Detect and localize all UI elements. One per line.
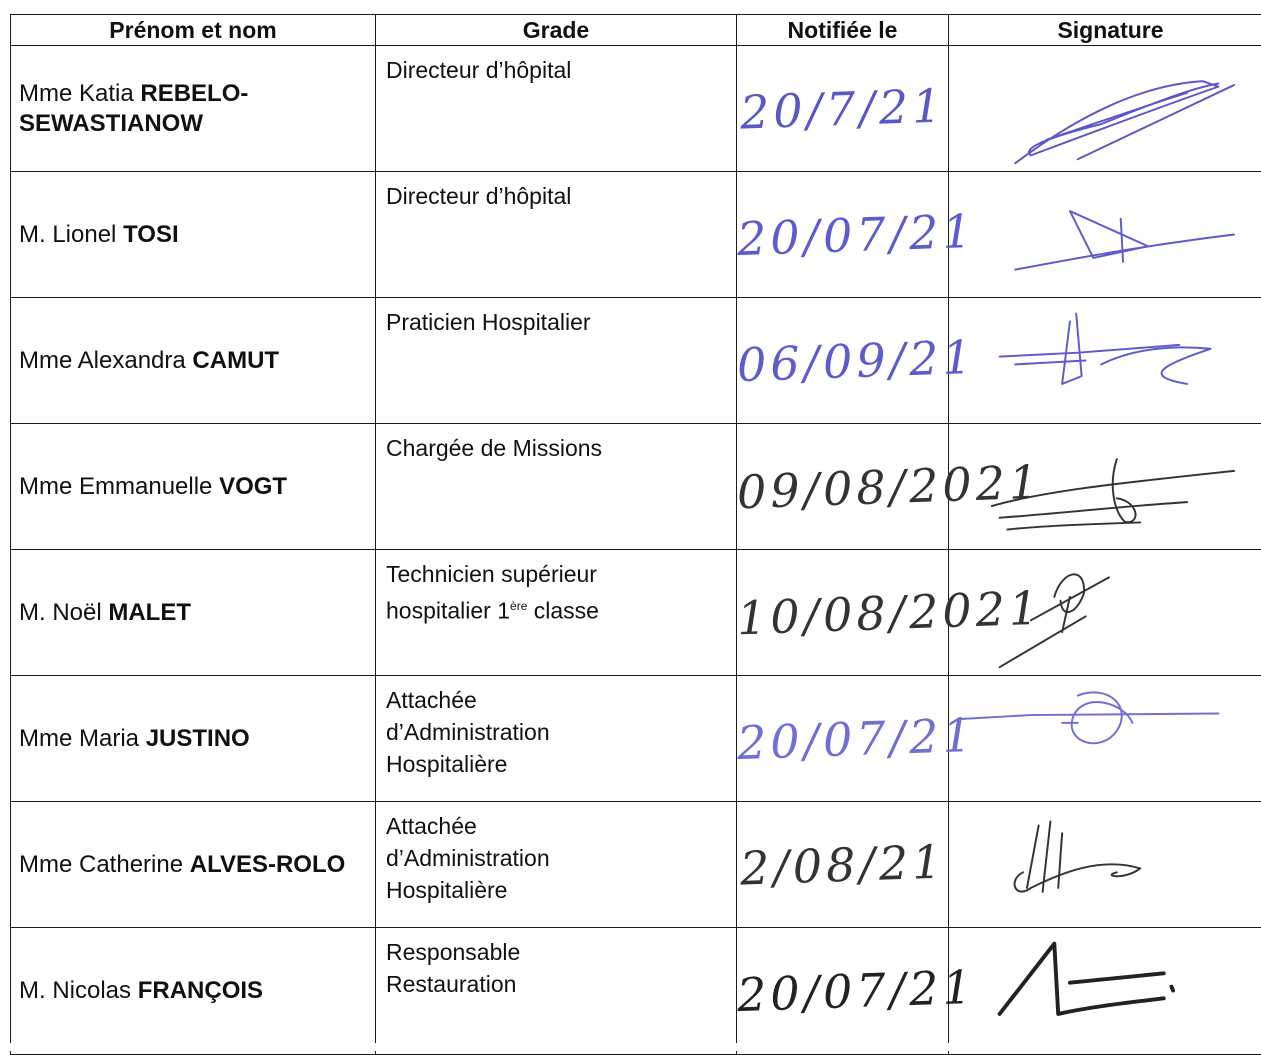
grade-text bbox=[386, 298, 736, 338]
person-name-cell bbox=[11, 676, 376, 802]
grade-line: Directeur d’hôpital bbox=[386, 54, 736, 86]
signature-stroke bbox=[1015, 864, 1141, 891]
grade-cell bbox=[376, 550, 737, 676]
header-row bbox=[11, 15, 1261, 46]
handwritten-date: 06/09/21 bbox=[736, 329, 976, 391]
person-title-and-firstname: M. Nicolas bbox=[19, 977, 131, 1004]
header-notified: Notifiée le bbox=[737, 15, 949, 46]
person-surname: MALET bbox=[108, 599, 191, 626]
signature-cell bbox=[949, 46, 1261, 172]
grade-text bbox=[386, 172, 736, 212]
table-row bbox=[11, 46, 1261, 172]
person-surname: FRANÇOIS bbox=[138, 977, 263, 1004]
person-name-cell bbox=[11, 298, 376, 424]
signature-mark bbox=[949, 172, 1261, 297]
person-title-and-firstname: Mme Katia bbox=[19, 80, 134, 107]
signature-stroke bbox=[1172, 987, 1174, 991]
grade-cell bbox=[376, 298, 737, 424]
person-title-and-firstname: M. Lionel bbox=[19, 221, 116, 248]
signature-mark bbox=[949, 928, 1261, 1053]
signature-stroke bbox=[1000, 345, 1180, 357]
handwritten-date: 2/08/21 bbox=[739, 834, 946, 895]
grade-line: d’Administration bbox=[386, 842, 736, 874]
table-row bbox=[11, 802, 1261, 928]
signature-cell bbox=[949, 802, 1261, 928]
signature-stroke bbox=[1062, 314, 1082, 384]
grade-line: Directeur d’hôpital bbox=[386, 180, 736, 212]
person-surname: TOSI bbox=[123, 221, 179, 248]
page-cut-edge bbox=[0, 1043, 1261, 1051]
signature-mark bbox=[949, 676, 1261, 801]
signature-stroke bbox=[961, 714, 1219, 719]
person-name-cell bbox=[11, 172, 376, 298]
signature-cell bbox=[949, 550, 1261, 676]
person-surname: REBELO-SEWASTIANOW bbox=[19, 80, 248, 137]
signature-stroke bbox=[1070, 973, 1164, 982]
grade-cell bbox=[376, 676, 737, 802]
person-name-cell bbox=[11, 928, 376, 1055]
person-surname: ALVES-ROLO bbox=[190, 851, 346, 878]
person-title-and-firstname: M. Noël bbox=[19, 599, 102, 626]
person-title-and-firstname: Mme Emmanuelle bbox=[19, 473, 212, 500]
notification-date-cell bbox=[737, 928, 949, 1055]
grade-line: Responsable bbox=[386, 936, 736, 968]
person-name-cell bbox=[11, 424, 376, 550]
signature-stroke bbox=[1072, 692, 1133, 743]
grade-line: Hospitalière bbox=[386, 748, 736, 780]
handwritten-date: 10/08/2021 bbox=[736, 580, 1043, 645]
person-name-cell bbox=[11, 802, 376, 928]
grade-line: d’Administration bbox=[386, 716, 736, 748]
notification-date-cell bbox=[737, 172, 949, 298]
grade-line: hospitalier 1ère classe bbox=[386, 590, 736, 627]
signature-stroke bbox=[1113, 459, 1136, 522]
handwritten-date: 20/07/21 bbox=[736, 203, 976, 265]
notification-date-cell bbox=[737, 298, 949, 424]
grade-cell bbox=[376, 46, 737, 172]
notification-date-cell bbox=[737, 676, 949, 802]
signature-stroke bbox=[1070, 211, 1148, 258]
signature-cell bbox=[949, 298, 1261, 424]
grade-cell bbox=[376, 172, 737, 298]
grade-cell bbox=[376, 928, 737, 1055]
signature-stroke bbox=[1101, 347, 1210, 384]
grade-line: Attachée bbox=[386, 810, 736, 842]
grade-line: Technicien supérieur bbox=[386, 558, 736, 590]
grade-text bbox=[386, 928, 736, 1000]
handwritten-date: 20/7/21 bbox=[739, 78, 946, 139]
signature-stroke bbox=[1015, 361, 1085, 365]
notification-date-cell bbox=[737, 424, 949, 550]
grade-text bbox=[386, 550, 736, 627]
table-row bbox=[11, 928, 1261, 1055]
table-row bbox=[11, 424, 1261, 550]
ordinal-superscript: ère bbox=[510, 599, 527, 613]
signature-cell bbox=[949, 424, 1261, 550]
person-surname: CAMUT bbox=[192, 347, 279, 374]
grade-line: Hospitalière bbox=[386, 874, 736, 906]
signature-mark bbox=[949, 424, 1261, 549]
grade-text bbox=[386, 46, 736, 86]
signature-cell bbox=[949, 676, 1261, 802]
grade-line: Restauration bbox=[386, 968, 736, 1000]
table-body bbox=[11, 46, 1261, 1055]
header-name: Prénom et nom bbox=[11, 15, 376, 46]
signature-stroke bbox=[1007, 522, 1140, 529]
grade-line: Attachée bbox=[386, 684, 736, 716]
signature-mark bbox=[949, 550, 1261, 675]
grade-line: Chargée de Missions bbox=[386, 432, 736, 464]
grade-text bbox=[386, 424, 736, 464]
signature-stroke bbox=[1121, 219, 1123, 262]
header-signature: Signature bbox=[949, 15, 1261, 46]
person-title-and-firstname: Mme Catherine bbox=[19, 851, 183, 878]
signature-cell bbox=[949, 172, 1261, 298]
person-surname: VOGT bbox=[219, 473, 287, 500]
handwritten-date: 20/07/21 bbox=[736, 960, 976, 1022]
table-row bbox=[11, 298, 1261, 424]
handwritten-date: 09/08/2021 bbox=[736, 454, 1043, 519]
grade-line: Praticien Hospitalier bbox=[386, 306, 736, 338]
signature-mark bbox=[949, 46, 1261, 171]
person-name-cell bbox=[11, 46, 376, 172]
signature-mark bbox=[949, 802, 1261, 927]
signature-stroke bbox=[1000, 944, 1164, 1014]
signature-stroke bbox=[1027, 825, 1039, 888]
handwritten-date: 20/07/21 bbox=[736, 707, 976, 769]
signature-stroke bbox=[1000, 616, 1086, 667]
notification-date-cell bbox=[737, 46, 949, 172]
grade-text bbox=[386, 802, 736, 906]
signature-cell bbox=[949, 928, 1261, 1055]
person-title-and-firstname: Mme Alexandra bbox=[19, 347, 186, 374]
signature-stroke bbox=[1000, 502, 1188, 518]
person-name-cell bbox=[11, 550, 376, 676]
table-row bbox=[11, 676, 1261, 802]
person-surname: JUSTINO bbox=[146, 725, 250, 752]
person-title-and-firstname: Mme Maria bbox=[19, 725, 139, 752]
table-row bbox=[11, 550, 1261, 676]
grade-cell bbox=[376, 802, 737, 928]
notification-table bbox=[10, 14, 1261, 1055]
table-row bbox=[11, 172, 1261, 298]
signature-stroke bbox=[1058, 833, 1062, 888]
notification-date-cell bbox=[737, 802, 949, 928]
grade-cell bbox=[376, 424, 737, 550]
signature-mark bbox=[949, 298, 1261, 423]
header-grade: Grade bbox=[376, 15, 737, 46]
grade-text bbox=[386, 676, 736, 780]
notification-date-cell bbox=[737, 550, 949, 676]
